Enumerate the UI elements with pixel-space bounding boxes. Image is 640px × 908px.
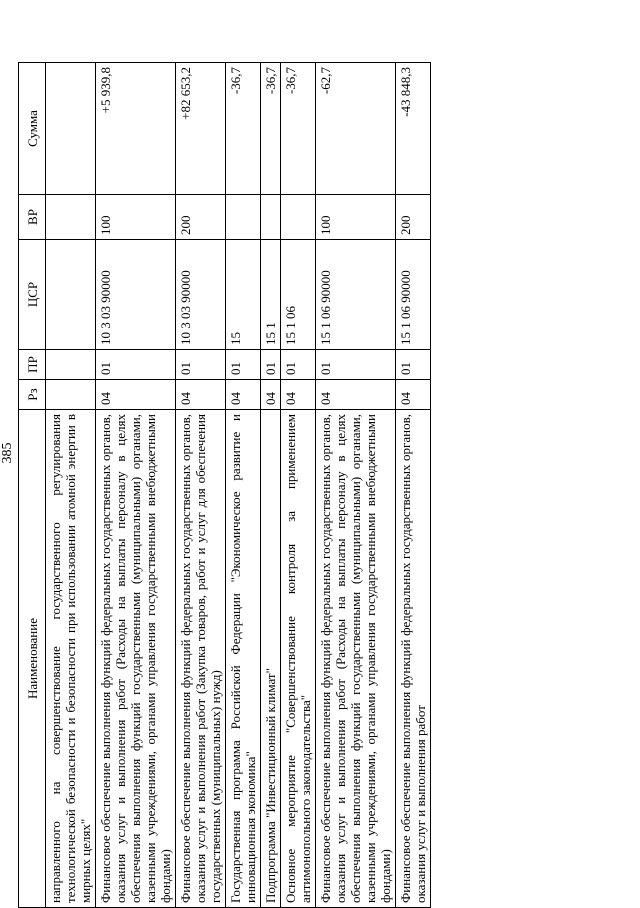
- row-vr: [226, 195, 261, 240]
- header-csr: ЦСР: [19, 240, 46, 350]
- row-csr: 10 3 03 90000: [176, 240, 226, 350]
- row-sum: -62,7: [316, 63, 396, 195]
- row-name: Финансовое обеспечение выполнения функций федеральных государственных органов, оказания услуг и выполнения работ (Расходы на выплаты персоналу в целях обеспечения выполнения функций государственными (муниципальными) органами, казенными учреждениями, органами управления государственными внебюджетными фондами): [316, 410, 396, 908]
- table-row: [396, 63, 431, 908]
- row-pr: 01: [281, 350, 316, 380]
- row-vr: 200: [396, 195, 431, 240]
- table-row: [96, 63, 176, 908]
- row-pr: [46, 350, 96, 380]
- row-sum: -36,7: [261, 63, 281, 195]
- row-rz: [46, 380, 96, 410]
- table-row: [281, 63, 316, 908]
- row-pr: 01: [396, 350, 431, 380]
- row-vr: 100: [96, 195, 176, 240]
- rotated-document: [18, 63, 549, 908]
- row-csr: 15 1: [261, 240, 281, 350]
- row-csr: 15 1 06 90000: [396, 240, 431, 350]
- header-vr: ВР: [19, 195, 46, 240]
- row-name: Государственная программа Российской Федерации "Экономическое развитие и инновационная экономика": [226, 410, 261, 908]
- row-csr: [46, 240, 96, 350]
- header-sum: Сумма: [19, 63, 46, 195]
- row-pr: 01: [176, 350, 226, 380]
- row-sum: +82 653,2: [176, 63, 226, 195]
- row-vr: 100: [316, 195, 396, 240]
- row-vr: [46, 195, 96, 240]
- row-csr: 10 3 03 90000: [96, 240, 176, 350]
- row-csr: 15 1 06 90000: [316, 240, 396, 350]
- table-row: [46, 63, 96, 908]
- header-pr: ПР: [19, 350, 46, 380]
- page-number: 385: [0, 442, 15, 463]
- table-row: [261, 63, 281, 908]
- row-rz: 04: [396, 380, 431, 410]
- row-pr: 01: [316, 350, 396, 380]
- row-vr: [261, 195, 281, 240]
- table-row: [316, 63, 396, 908]
- row-vr: 200: [176, 195, 226, 240]
- budget-table: [18, 62, 431, 908]
- row-csr: 15: [226, 240, 261, 350]
- row-vr: [281, 195, 316, 240]
- row-sum: -43 848,3: [396, 63, 431, 195]
- table-header-row: [19, 63, 46, 908]
- row-name: Финансовое обеспечение выполнения функций федеральных государственных органов, оказания услуг и выполнения работ (Закупка товаров, работ и услуг для обеспечения государственных (муниципальных) нужд): [176, 410, 226, 908]
- row-rz: 04: [316, 380, 396, 410]
- row-sum: [46, 63, 96, 195]
- table-row: [226, 63, 261, 908]
- header-rz: Рз: [19, 380, 46, 410]
- row-name: Финансовое обеспечение выполнения функций федеральных государственных органов, оказания услуг и выполнения работ: [396, 410, 431, 908]
- row-sum: +5 939,8: [96, 63, 176, 195]
- header-name: Наименование: [19, 410, 46, 908]
- row-rz: 04: [226, 380, 261, 410]
- row-pr: 01: [261, 350, 281, 380]
- row-pr: 01: [96, 350, 176, 380]
- row-name: Финансовое обеспечение выполнения функций федеральных государственных органов, оказания услуг и выполнения работ (Расходы на выплаты персоналу в целях обеспечения выполнения функций государственными (муниципальными) органами, казенными учреждениями, органами управления государственными внебюджетными фондами): [96, 410, 176, 908]
- row-rz: 04: [261, 380, 281, 410]
- row-name: Подпрограмма "Инвестиционный климат": [261, 410, 281, 908]
- row-rz: 04: [96, 380, 176, 410]
- row-sum: -36,7: [226, 63, 261, 195]
- table-row: [176, 63, 226, 908]
- row-name: направленного на совершенствование государственного регулирования технологической безопасности и безопасности при использовании атомной энергии в мирных целях": [46, 410, 96, 908]
- page-number-area: [0, 0, 16, 905]
- row-pr: 01: [226, 350, 261, 380]
- row-rz: 04: [176, 380, 226, 410]
- row-rz: 04: [281, 380, 316, 410]
- row-csr: 15 1 06: [281, 240, 316, 350]
- row-sum: -36,7: [281, 63, 316, 195]
- row-name: Основное мероприятие "Совершенствование контроля за применением антимонопольного законодательства": [281, 410, 316, 908]
